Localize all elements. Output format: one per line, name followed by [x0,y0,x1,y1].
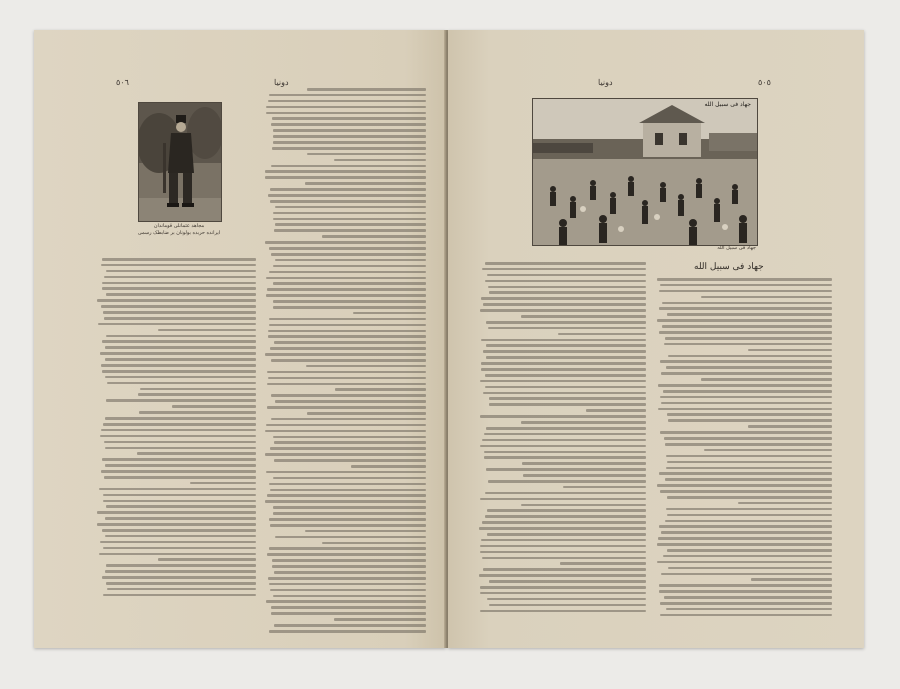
text-line [353,312,426,315]
text-line [102,258,256,261]
text-line [271,253,426,256]
text-line [485,262,647,265]
text-line [106,582,256,585]
text-line [106,564,256,567]
text-line [483,568,646,571]
text-line [659,472,832,475]
text-line [661,372,832,375]
text-line [274,341,426,344]
text-line [273,595,426,598]
text-line [269,324,426,327]
text-line [558,333,646,336]
text-line [102,370,256,373]
text-line [657,278,832,281]
text-line [274,229,426,232]
text-line [658,537,832,540]
left-caption-line-2: ایرانده حربده بولونان بر ضابطک رسمی [137,230,221,236]
text-line [480,445,646,448]
text-line [103,423,256,426]
text-line [322,235,426,238]
text-line [481,297,646,300]
text-line [268,577,426,580]
text-line [482,521,646,524]
text-line [270,347,426,350]
text-line [270,489,426,492]
text-line [99,553,256,556]
text-line [481,539,646,542]
text-line [489,580,646,583]
text-line [486,344,646,347]
text-line [481,362,646,365]
text-line [140,388,256,391]
text-line [270,188,426,191]
text-line [273,477,426,480]
text-line [267,383,426,386]
text-line [658,408,832,411]
text-line [662,302,832,305]
text-line [660,396,832,399]
text-line [105,417,256,420]
text-line [138,393,256,396]
text-line [485,280,646,283]
text-line [97,523,256,526]
text-line [666,608,832,611]
text-line [521,315,646,318]
text-line [487,598,646,601]
text-line [273,436,426,439]
text-line [482,268,646,271]
right-photo-caption: جهاد فی سبیل الله [717,245,756,251]
text-line [102,287,256,290]
text-line [105,346,256,349]
text-line [666,467,832,470]
text-line [665,337,832,340]
text-line [484,433,646,436]
text-line [660,602,832,605]
text-line [172,405,256,408]
text-line [273,135,426,138]
text-line [105,570,256,573]
text-line [273,141,426,144]
text-line [105,517,256,520]
text-line [271,418,427,421]
text-line [662,325,832,328]
text-line [486,356,646,359]
text-line [271,606,426,609]
text-line [663,555,832,558]
text-line [668,419,832,422]
text-line [661,402,832,405]
text-line [103,500,256,503]
text-line [269,247,426,250]
text-line [271,165,426,168]
text-line [107,588,256,591]
text-line [480,380,646,383]
text-line [748,349,832,352]
text-line [271,359,426,362]
text-line [273,306,426,309]
text-line [486,468,646,471]
text-line [273,282,427,285]
text-line [488,327,646,330]
text-line [103,547,256,550]
text-line [487,274,646,277]
text-line [484,456,646,459]
text-line [269,94,426,97]
text-line [480,610,646,613]
text-line [667,549,832,552]
left-running-head: دونيا [274,78,289,87]
text-line [105,464,256,467]
text-line [265,353,426,356]
text-line [334,159,426,162]
text-line [307,153,426,156]
text-line [481,368,646,371]
text-line [663,390,832,393]
text-line [107,382,256,385]
left-page-number: ٥٠٦ [116,78,129,87]
text-line [489,397,646,400]
text-line [267,494,426,497]
text-line [666,366,832,369]
text-line [102,340,256,343]
text-line [273,129,426,132]
text-line [273,300,426,303]
crowd-street-photo [532,98,758,246]
text-line [101,305,256,308]
text-line [272,565,426,568]
text-line [483,303,646,306]
text-line [266,294,426,297]
left-caption-line-1: مجاهد عثمانلی قوماندان [153,223,205,229]
text-line [704,449,832,452]
text-line [480,415,646,418]
text-line [335,388,426,391]
text-line [100,435,256,438]
text-line [271,123,427,126]
text-line [269,318,426,321]
text-line [100,352,256,355]
magazine-spread [34,30,864,648]
text-line [664,437,832,440]
text-line [489,604,646,607]
text-line [658,384,832,387]
text-line [701,378,832,381]
text-line [266,471,426,474]
text-line [101,364,256,367]
text-line [106,335,256,338]
text-line [97,299,256,302]
text-line [106,270,256,273]
left-photo-caption [130,223,228,237]
text-line [701,296,832,299]
left-page-column-left [264,88,426,633]
text-line [265,453,426,456]
text-line [479,574,646,577]
text-line [269,518,426,521]
text-line [667,413,832,416]
text-line [485,492,646,495]
text-line [482,439,646,442]
text-line [266,600,426,603]
text-line [265,170,426,173]
right-page-column-right [656,278,832,616]
text-line [307,88,426,91]
text-line [101,264,256,267]
text-line [483,392,646,395]
portrait-soldier-photo [138,102,222,222]
text-line [665,520,832,523]
text-line [267,371,426,374]
text-line [659,331,832,334]
text-line [751,578,832,581]
text-line [305,182,426,185]
text-line [563,486,646,489]
text-line [488,480,646,483]
text-line [660,360,832,363]
text-line [485,374,646,377]
text-line [269,547,426,550]
text-line [273,506,426,509]
text-line [271,612,426,615]
text-line [272,559,426,562]
text-line [660,490,832,493]
text-line [748,425,832,428]
text-line [273,212,426,215]
text-line [487,533,646,536]
text-line [102,282,256,285]
text-line [104,317,256,320]
text-line [268,100,426,103]
text-line [271,394,426,397]
text-line [657,319,832,322]
text-line [266,277,426,280]
text-line [521,504,646,507]
text-line [486,321,646,324]
text-line [489,403,646,406]
text-line [480,592,646,595]
text-line [106,505,256,508]
text-line [273,512,426,515]
text-line [322,542,426,545]
text-line [270,447,426,450]
text-line [190,482,256,485]
text-line [102,458,256,461]
text-line [103,594,256,597]
text-line [265,500,426,503]
text-line [269,271,426,274]
text-line [270,524,427,527]
text-line [479,527,646,530]
text-line [272,117,426,120]
text-line [267,406,426,409]
text-line [104,476,257,479]
text-line [268,330,426,333]
text-line [659,307,832,310]
text-line [480,309,646,312]
text-line [664,343,832,346]
text-line [266,106,426,109]
text-line [267,553,426,556]
text-line [307,412,426,415]
text-line [106,293,256,296]
text-line [485,386,646,389]
text-line [664,596,832,599]
text-line [137,452,256,455]
text-line [666,455,832,458]
text-line [266,424,426,427]
text-line [269,483,426,486]
text-line [158,558,256,561]
text-line [659,590,832,593]
text-line [665,478,832,481]
text-line [668,567,832,570]
text-line [104,441,256,444]
text-line [657,484,832,487]
text-line [274,571,426,574]
text-line [101,429,256,432]
text-line [487,509,646,512]
text-line [98,323,256,326]
text-line [667,514,832,517]
text-line [268,377,426,380]
text-line [480,498,646,501]
text-line [521,421,646,424]
text-line [306,365,426,368]
text-line [105,376,256,379]
right-page [448,30,864,648]
text-line [103,311,256,314]
text-line [100,541,256,544]
text-line [661,573,832,576]
text-line [275,536,426,539]
article-heading: جهاد فی سبیل الله [694,262,764,272]
text-line [265,241,426,244]
crowd-street-icon [533,99,757,245]
text-line [102,529,256,532]
right-running-head: دونيا [598,78,613,87]
text-line [267,288,426,291]
text-line [665,443,832,446]
text-line [274,624,426,627]
text-line [270,589,426,592]
text-line [659,525,832,528]
text-line [661,531,832,534]
text-line [275,206,426,209]
text-line [480,551,646,554]
text-line [484,451,646,454]
text-line [659,290,832,293]
text-line [97,511,256,514]
text-line [274,459,426,462]
text-line [334,618,426,621]
text-line [660,614,832,617]
right-page-number: ٥٠٥ [758,78,771,87]
text-line [480,545,646,548]
text-line [483,350,646,353]
text-line [482,557,646,560]
text-line [270,200,426,203]
text-line [305,530,426,533]
text-line [268,335,426,338]
text-line [667,496,832,499]
text-line [657,543,832,546]
text-line [269,583,426,586]
text-line [275,223,426,226]
text-line [660,431,832,434]
text-line [105,447,256,450]
text-line [659,584,832,587]
text-line [274,441,426,444]
left-page [34,30,446,648]
text-line [738,502,832,505]
text-line [488,286,646,289]
text-line [486,427,646,430]
text-line [101,470,256,473]
text-line [275,400,426,403]
text-line [489,291,646,294]
text-line [158,329,256,332]
photo-inscription: جهاد فی سبیل الله [704,101,751,108]
text-line [522,462,646,465]
text-line [485,515,646,518]
text-line [667,461,832,464]
text-line [265,430,426,433]
portrait-soldier-icon [139,103,221,221]
right-page-column-left [478,262,646,612]
text-line [268,194,426,197]
text-line [666,508,832,511]
text-line [266,112,426,115]
text-line [272,147,426,150]
text-line [586,409,646,412]
text-line [105,358,256,361]
text-line [523,474,646,477]
text-line [667,313,832,316]
text-line [660,284,832,287]
text-line [106,399,256,402]
text-line [102,576,256,579]
text-line [139,411,256,414]
text-line [560,562,646,565]
text-line [668,355,832,358]
text-line [480,586,646,589]
text-line [275,259,426,262]
text-line [265,176,426,179]
text-line [273,218,426,221]
text-line [273,265,426,268]
text-line [104,276,256,279]
text-line [657,561,832,564]
text-line [103,494,256,497]
text-line [269,630,426,633]
left-page-column-right [96,258,256,596]
text-line [481,339,646,342]
text-line [99,488,256,491]
text-line [105,535,256,538]
text-line [351,465,426,468]
